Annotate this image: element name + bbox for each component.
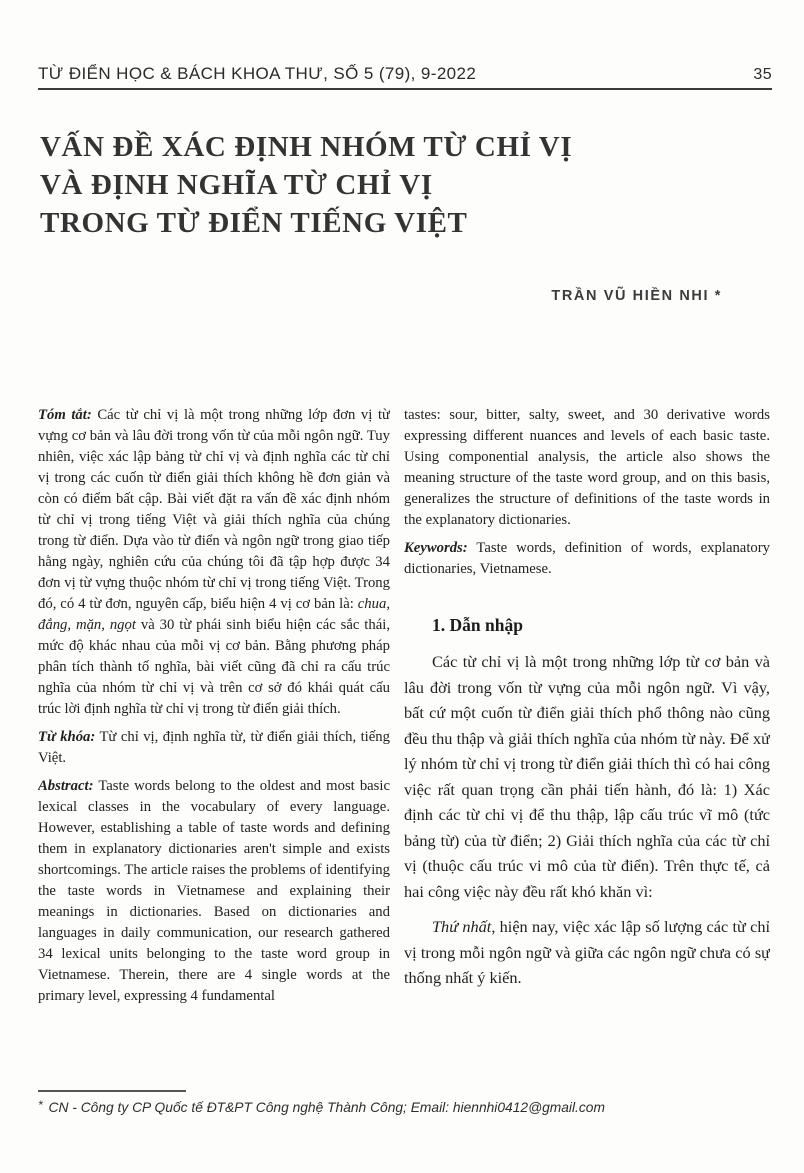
journal-name: TỪ ĐIỂN HỌC & BÁCH KHOA THƯ, SỐ 5 (79), 9-2022 [38, 64, 477, 83]
abstract-vietnamese-text-2: và 30 từ phái sinh biểu hiện các sắc thái, mức độ khác nhau của mỗi vị cơ bản. Bằng phương pháp phân tích thành tố nghĩa, bài viết cũng đã chỉ ra cấu trúc nghĩa của nhóm từ chỉ vị và trên cơ sở đó khái quát cấu trúc lời định nghĩa từ chỉ vị trong từ điển giải thích. [38, 617, 390, 717]
footnote-marker: * [38, 1098, 43, 1112]
left-column [38, 405, 390, 1091]
page-number: 35 [753, 66, 772, 83]
abstract-vietnamese-label: Tóm tắt: [38, 407, 92, 423]
abstract-english [38, 776, 390, 1007]
keywords-english-text: Taste words, definition of words, explanatory dictionaries, Vietnamese. [404, 540, 770, 577]
section-1-heading: 1. Dẫn nhập [432, 615, 523, 635]
right-column [404, 405, 770, 1091]
journal-header [38, 64, 772, 90]
keywords-vietnamese [38, 727, 390, 769]
article-title-line-2: VÀ ĐỊNH NGHĨA TỪ CHỈ VỊ [40, 169, 433, 201]
abstract-vietnamese [38, 405, 390, 720]
abstract-english-label: Abstract: [38, 778, 94, 794]
section-1-paragraph-1: Các từ chỉ vị là một trong những lớp từ cơ bản và lâu đời trong vốn từ vựng của mỗi ngôn ngữ. Vì vậy, bất cứ một cuốn từ điển giải thích phổ thông nào cũng đều thu thập và giải thích nghĩa của nhóm từ này. Để xử lý nhóm từ chỉ vị trong từ điển giải thích thì có hai công việc rất quan trọng cần phải tiến hành, đó là: 1) Xác định các từ chỉ vị để thu thập, lập cấu trúc vĩ mô (tức bảng từ) của từ điển; 2) Giải thích nghĩa của các từ chỉ vị (thuộc cấu trúc vi mô của từ điển). Trên thực tế, cả hai công việc này đều rất khó khăn vì: [404, 652, 770, 901]
two-column-body [38, 405, 770, 1091]
abstract-english-text: Taste words belong to the oldest and most basic lexical classes in the vocabulary of every language. However, establishing a table of taste words and defining them in explanatory dictionaries aren't simple and exists shortcomings. The article raises the problems of identifying the taste words in Vietnamese and explaining their meanings in dictionaries. Based on dictionaries and languages in daily communication, our research gathered 34 lexical units belonging to the taste word group in Vietnamese. Therein, there are 4 single words at the primary level, expressing 4 fundamental [38, 778, 390, 1004]
abstract-vietnamese-italic-terms: chua, đắng, mặn, ngọt [38, 596, 390, 633]
article-title [40, 128, 572, 242]
keywords-vietnamese-label: Từ khóa: [38, 729, 96, 745]
keywords-vietnamese-text: Từ chỉ vị, định nghĩa từ, từ điển giải thích, tiếng Việt. [38, 729, 390, 766]
abstract-vietnamese-text-1: Các từ chỉ vị là một trong những lớp đơn vị từ vựng cơ bản và lâu đời trong vốn từ của mỗi ngôn ngữ. Tuy nhiên, việc xác lập bảng từ chỉ vị và định nghĩa các từ chỉ vị trong các cuốn từ điển giải thích không hề đơn giản và còn có điểm bất cập. Bài viết đặt ra vấn đề xác định nhóm từ chỉ vị trong tiếng Việt và giải thích nghĩa của chúng trong từ điển. Dựa vào từ điển và ngôn ngữ trong giao tiếp hằng ngày, nghiên cứu của chúng tôi đã tập hợp được 34 đơn vị từ vựng thuộc nhóm từ chỉ vị trong tiếng Việt. Trong đó, có 4 từ đơn, nguyên cấp, biểu hiện 4 vị cơ bản là: [38, 407, 390, 612]
keywords-english-label: Keywords: [404, 540, 468, 556]
section-1-paragraph-2 [404, 914, 770, 991]
author-name: TRẦN VŨ HIỀN NHI * [551, 288, 722, 304]
paragraph-2-lead-italic: Thứ nhất [432, 917, 492, 936]
article-title-line-1: VẤN ĐỀ XÁC ĐỊNH NHÓM TỪ CHỈ VỊ [40, 131, 573, 163]
paragraph-2-rest: , hiện nay, việc xác lập số lượng các từ chỉ vị trong mỗi ngôn ngữ và giữa các ngôn ngữ chưa có sự thống nhất ý kiến. [404, 917, 770, 987]
keywords-english [404, 538, 770, 580]
abstract-english-continued: tastes: sour, bitter, salty, sweet, and 30 derivative words expressing different nuances and levels of each basic taste. Using componential analysis, the article also shows the meaning structure of the taste word group, and on this basis, generalizes the structure of definitions of the taste words in the explanatory dictionaries. [404, 407, 770, 528]
footnote [38, 1098, 774, 1115]
footnote-divider [38, 1090, 186, 1092]
footnote-text: CN - Công ty CP Quốc tế ĐT&PT Công nghệ Thành Công; Email: hiennhi0412@gmail.com [44, 1100, 605, 1115]
article-title-line-3: TRONG TỪ ĐIỂN TIẾNG VIỆT [40, 207, 468, 239]
